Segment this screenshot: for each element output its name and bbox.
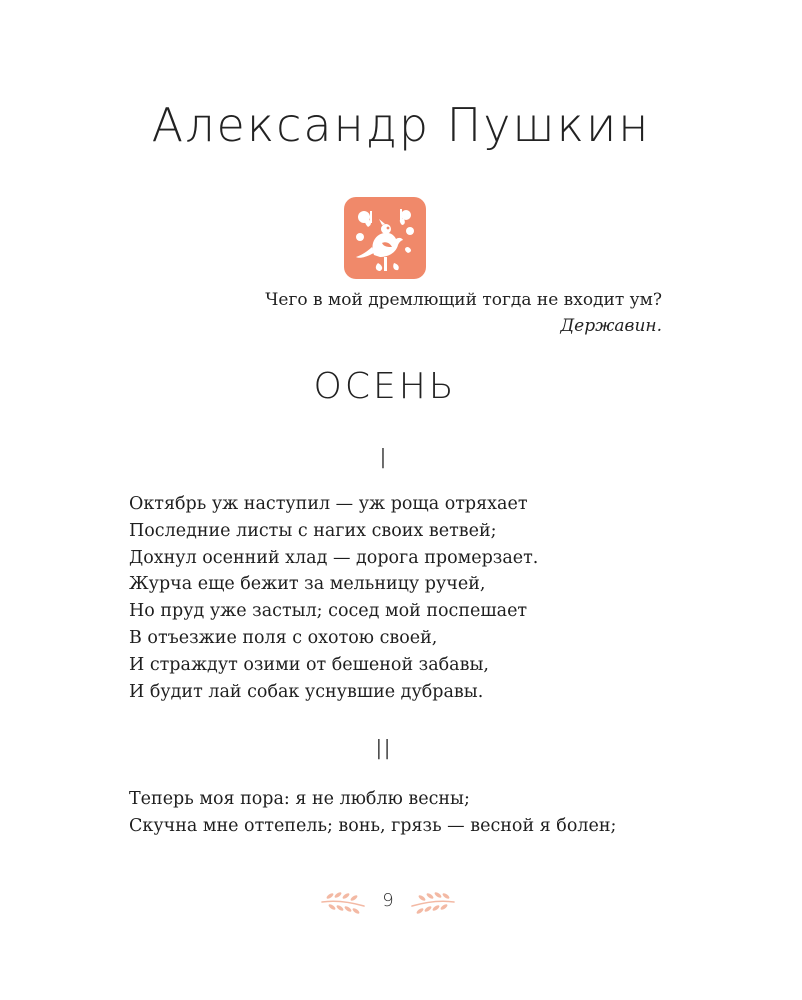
stanza-number: I [378, 442, 388, 475]
laurel-sprig-icon [410, 890, 456, 916]
verse-line: И будит лай собак уснувшие дубравы. [129, 681, 484, 702]
verse-line: Теперь моя пора: я не люблю весны; [129, 789, 470, 809]
stanza [129, 786, 769, 840]
stanza-number: II [374, 733, 392, 766]
verse-line: Скучна мне оттепель; вонь, грязь — весной я болен; [129, 815, 617, 836]
verse-line: Октябрь уж наступил — уж роща отряхает [129, 494, 528, 514]
verse-line: Но пруд уже застыл; сосед мой поспешает [129, 601, 528, 622]
stanza [129, 491, 769, 705]
page-footer [318, 884, 458, 924]
epigraph-quote: Чего в мой дремлющий тогда не входит ум? [265, 290, 662, 310]
verse-line: Журча еще бежит за мельницу ручей, [129, 574, 486, 595]
author-name: Александр Пушкин [151, 98, 651, 152]
bird-ornament-icon [344, 197, 426, 279]
page-number: 9 [382, 890, 394, 911]
verse-line: В отъезжие поля с охотою своей, [129, 627, 438, 648]
poem-title: ОСЕНЬ [313, 366, 457, 407]
verse-line: Дохнул осенний хлад — дорога промерзает. [129, 547, 539, 568]
verse-line: Последние листы с нагих своих ветвей; [129, 520, 497, 541]
verse-line: И страждут озими от бешеной забавы, [129, 654, 489, 675]
epigraph-signature: Державин. [560, 316, 662, 336]
